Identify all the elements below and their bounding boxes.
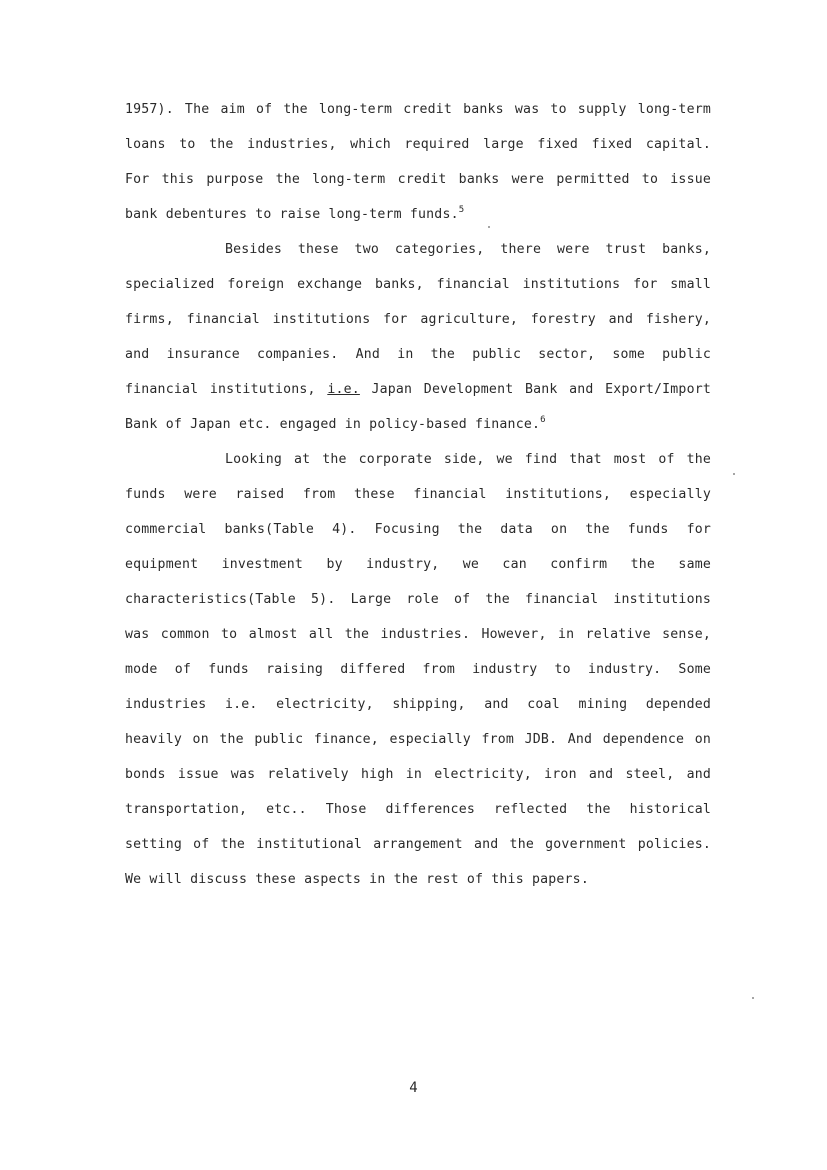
text-line: mode of funds raising differed from industry to industry. Some bbox=[125, 662, 711, 677]
paragraph-2 bbox=[125, 238, 711, 448]
text-line: and insurance companies. And in the public sector, some public bbox=[125, 347, 711, 362]
text-segment: Bank of Japan etc. engaged in policy-based finance. bbox=[125, 417, 541, 432]
text-line: funds were raised from these financial institutions, especially bbox=[125, 487, 711, 502]
text-line: setting of the institutional arrangement and the government policies. bbox=[125, 837, 711, 852]
text-line bbox=[125, 413, 711, 448]
text-line: characteristics(Table 5). Large role of the financial institutions bbox=[125, 592, 711, 607]
text-line: commercial banks(Table 4). Focusing the data on the funds for bbox=[125, 522, 711, 537]
text-line: firms, financial institutions for agriculture, forestry and fishery, bbox=[125, 312, 711, 327]
text-line: Besides these two categories, there were trust banks, bbox=[225, 242, 711, 257]
text-line: heavily on the public finance, especially from JDB. And dependence on bbox=[125, 732, 711, 747]
text-segment: bank debentures to raise long-term funds. bbox=[125, 207, 459, 222]
text-line: 1957). The aim of the long-term credit banks was to supply long-term bbox=[125, 102, 711, 117]
text-line: equipment investment by industry, we can confirm the same bbox=[125, 557, 711, 572]
scan-speck bbox=[733, 473, 735, 475]
body-text bbox=[125, 98, 711, 903]
text-line: We will discuss these aspects in the rest of this papers. bbox=[125, 872, 589, 887]
scan-speck bbox=[488, 226, 490, 228]
text-segment: Japan Development Bank and Export/Import bbox=[359, 382, 711, 397]
text-line: For this purpose the long-term credit banks were permitted to issue bbox=[125, 172, 711, 187]
text-line: industries i.e. electricity, shipping, and coal mining depended bbox=[125, 697, 711, 712]
text-line bbox=[125, 203, 711, 238]
underlined-abbreviation: i.e. bbox=[327, 382, 360, 397]
text-line: bonds issue was relatively high in electricity, iron and steel, and bbox=[125, 767, 711, 782]
footnote-marker: 6 bbox=[540, 415, 546, 425]
text-line: Looking at the corporate side, we find that most of the bbox=[225, 452, 711, 467]
text-line: was common to almost all the industries. However, in relative sense, bbox=[125, 627, 711, 642]
paragraph-3 bbox=[125, 448, 711, 903]
text-line: transportation, etc.. Those differences reflected the historical bbox=[125, 802, 711, 817]
scan-speck bbox=[752, 997, 754, 999]
text-line: specialized foreign exchange banks, financial institutions for small bbox=[125, 277, 711, 292]
page-number: 4 bbox=[409, 1080, 418, 1096]
text-segment: financial institutions, bbox=[125, 382, 328, 397]
text-line: loans to the industries, which required large fixed fixed capital. bbox=[125, 137, 711, 152]
text-line bbox=[125, 378, 711, 413]
footnote-marker: 5 bbox=[458, 205, 465, 215]
paragraph-1 bbox=[125, 98, 711, 238]
